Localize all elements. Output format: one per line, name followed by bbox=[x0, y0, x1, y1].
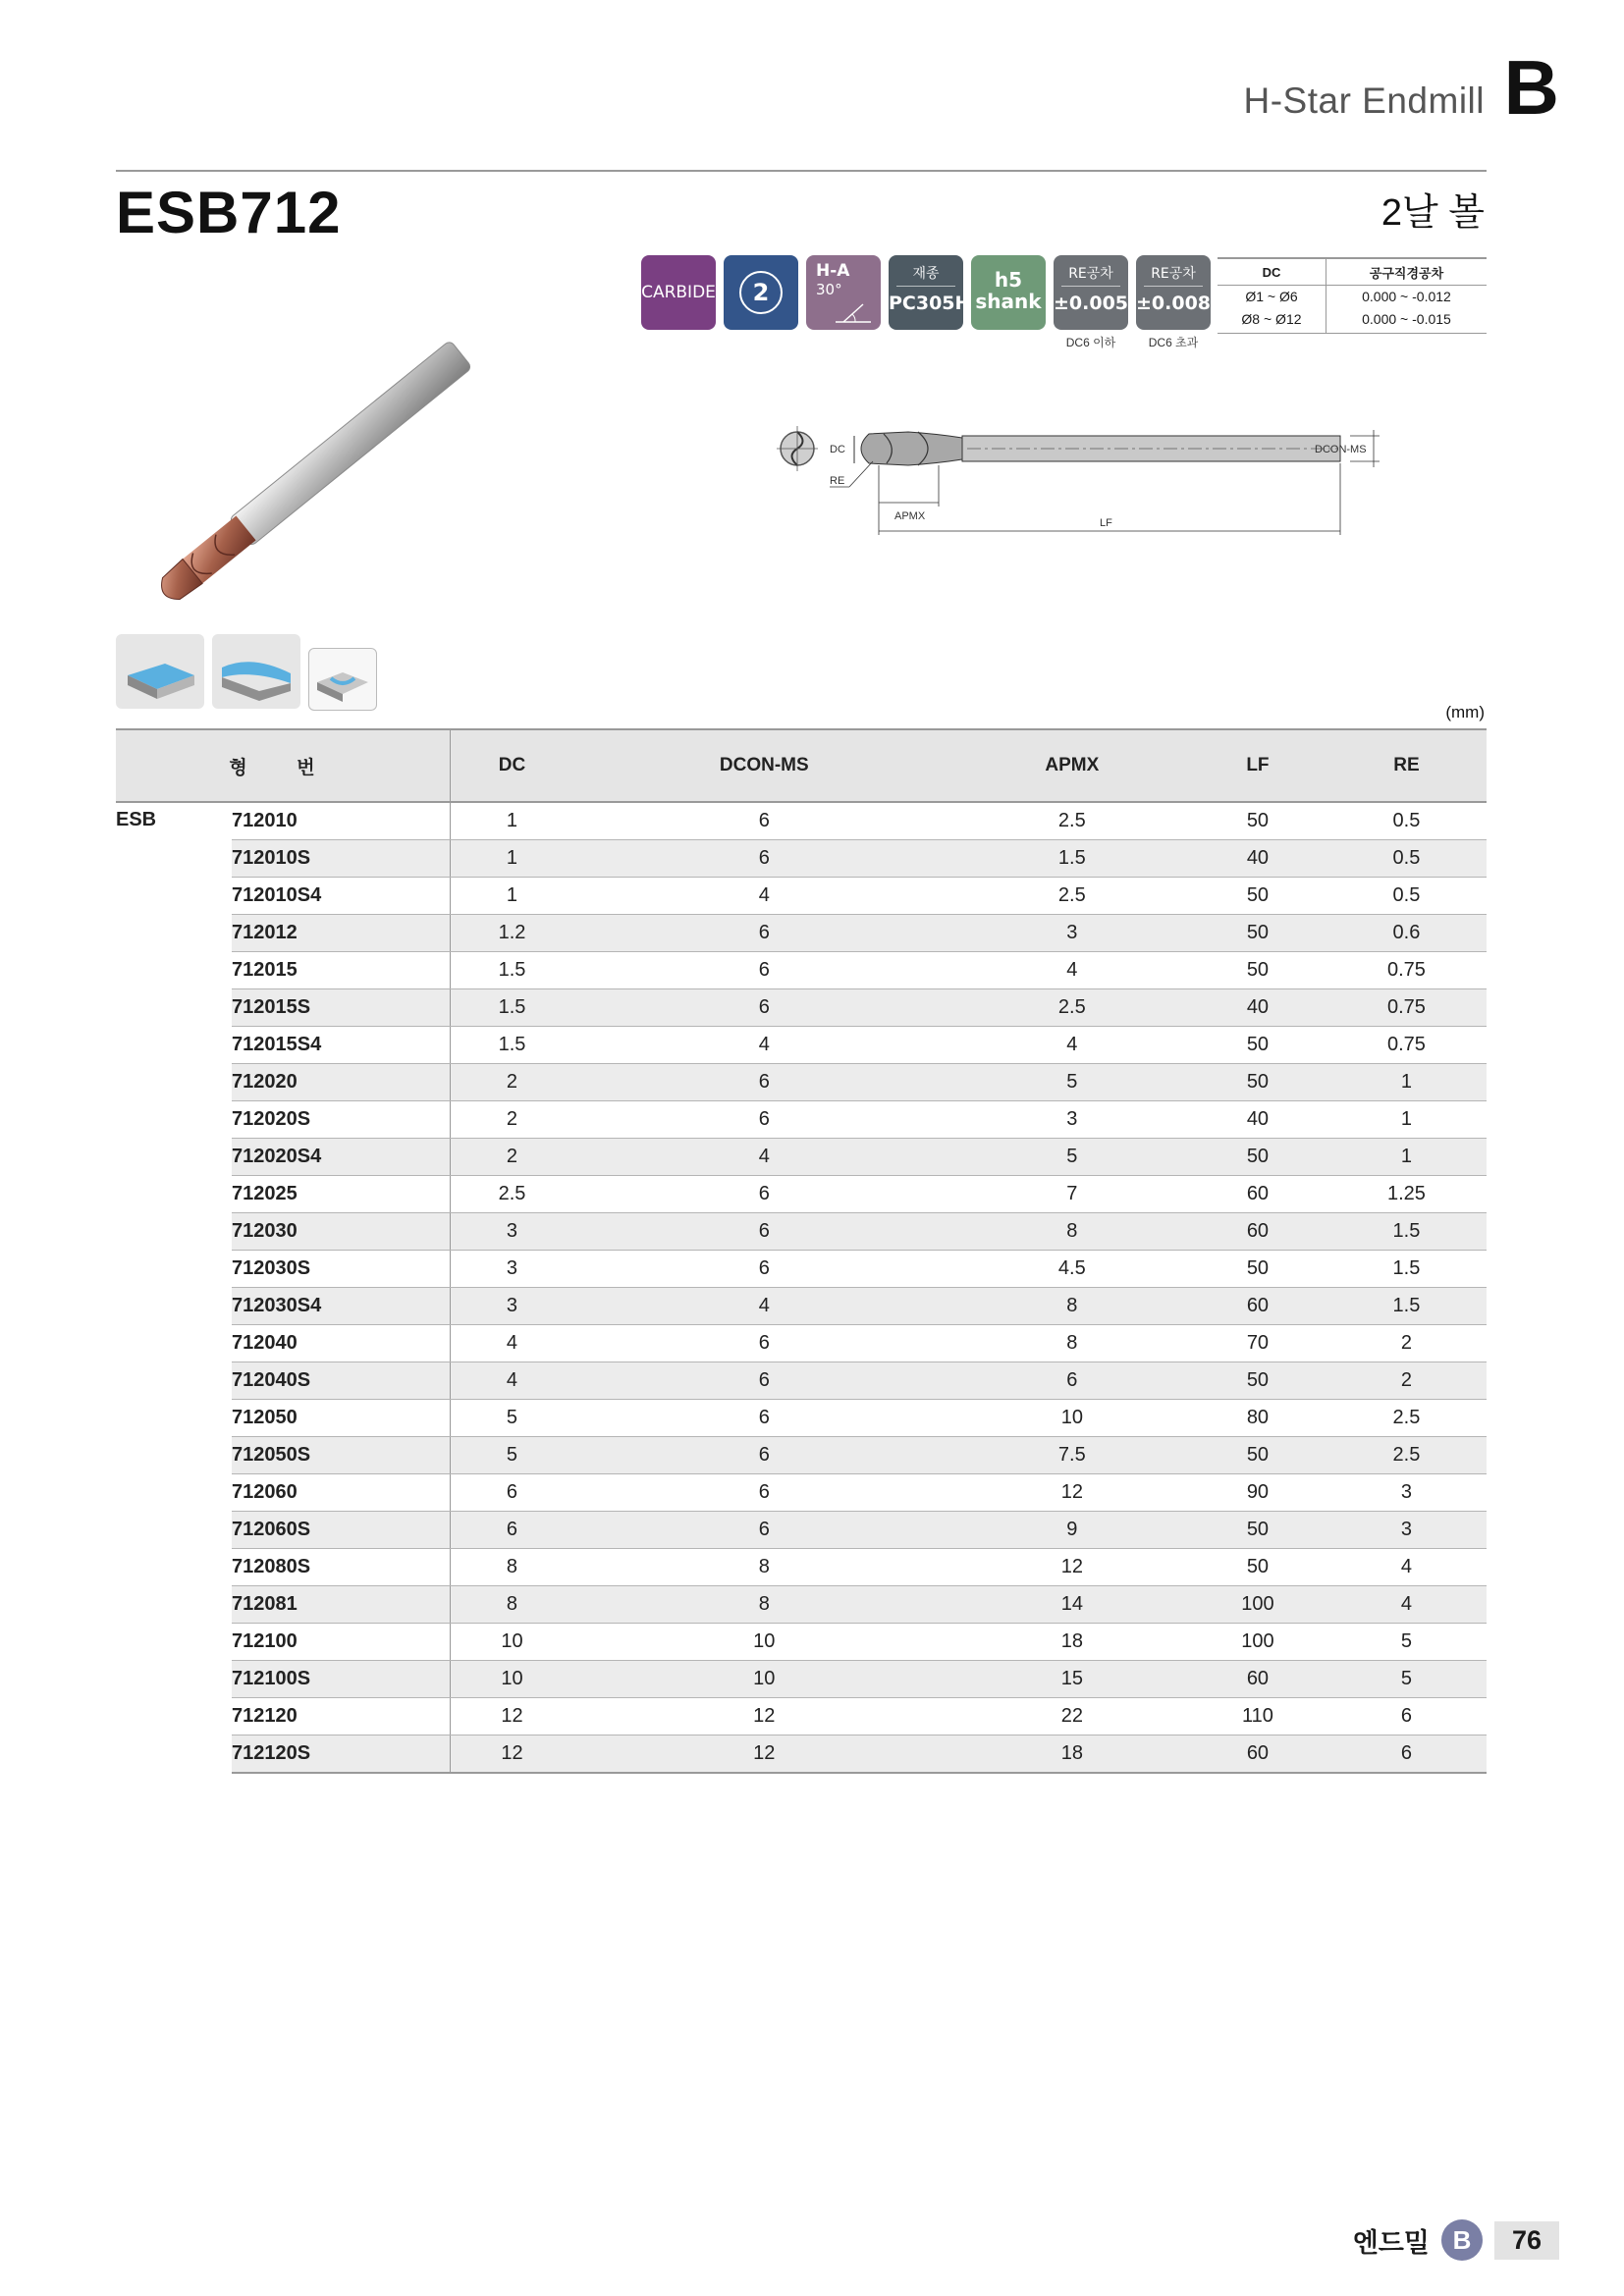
header-model: 형 번 bbox=[116, 729, 451, 802]
lf-value: 50 bbox=[1189, 878, 1326, 915]
re-value: 1 bbox=[1326, 1064, 1487, 1101]
re-tol-large-value: ±0.008 bbox=[1136, 293, 1212, 314]
apmx-value: 2.5 bbox=[955, 878, 1189, 915]
dim-label-dcon: DCON-MS bbox=[1315, 444, 1367, 455]
dcon-value: 12 bbox=[573, 1698, 955, 1735]
model-code: 712020S bbox=[232, 1101, 451, 1139]
table-row bbox=[116, 840, 1487, 878]
table-row bbox=[116, 1325, 1487, 1362]
dcon-value: 6 bbox=[573, 1512, 955, 1549]
series-title: H-Star Endmill bbox=[1243, 80, 1485, 121]
spec-table bbox=[116, 728, 1487, 1774]
helix-angle-icon bbox=[834, 300, 873, 324]
apmx-value: 2.5 bbox=[955, 989, 1189, 1027]
lf-value: 110 bbox=[1189, 1698, 1326, 1735]
re-tol-small-note: DC6 이하 bbox=[1065, 336, 1116, 349]
dcon-value: 4 bbox=[573, 1288, 955, 1325]
re-value: 0.5 bbox=[1326, 878, 1487, 915]
re-value: 4 bbox=[1326, 1549, 1487, 1586]
dcon-value: 10 bbox=[573, 1661, 955, 1698]
header-lf: LF bbox=[1189, 729, 1326, 802]
re-value: 1.25 bbox=[1326, 1176, 1487, 1213]
coating-label: 재종 bbox=[896, 263, 955, 287]
table-row bbox=[116, 1624, 1487, 1661]
table-row bbox=[116, 1251, 1487, 1288]
table-row bbox=[116, 1586, 1487, 1624]
dc-value: 3 bbox=[451, 1213, 573, 1251]
apmx-value: 8 bbox=[955, 1213, 1189, 1251]
apmx-value: 18 bbox=[955, 1624, 1189, 1661]
dcon-value: 6 bbox=[573, 840, 955, 878]
lf-value: 50 bbox=[1189, 1512, 1326, 1549]
apmx-value: 2.5 bbox=[955, 802, 1189, 840]
table-row bbox=[116, 1101, 1487, 1139]
tol-header-tolerance: 공구직경공차 bbox=[1326, 258, 1487, 286]
model-prefix: ESB bbox=[116, 802, 232, 1773]
re-value: 3 bbox=[1326, 1512, 1487, 1549]
model-code: 712040S bbox=[232, 1362, 451, 1400]
model-code: 712020S4 bbox=[232, 1139, 451, 1176]
model-code: 712060 bbox=[232, 1474, 451, 1512]
model-code: 712080S bbox=[232, 1549, 451, 1586]
application-contour-icon bbox=[212, 634, 300, 709]
dcon-value: 6 bbox=[573, 1064, 955, 1101]
table-row bbox=[116, 1064, 1487, 1101]
dc-value: 8 bbox=[451, 1549, 573, 1586]
dcon-value: 8 bbox=[573, 1549, 955, 1586]
dcon-value: 6 bbox=[573, 1325, 955, 1362]
tol-value: 0.000 ~ -0.012 bbox=[1362, 289, 1451, 304]
model-code: 712040 bbox=[232, 1325, 451, 1362]
tol-header-dc: DC bbox=[1218, 258, 1326, 286]
model-code: 712015S bbox=[232, 989, 451, 1027]
dcon-value: 6 bbox=[573, 1437, 955, 1474]
model-code: 712015 bbox=[232, 952, 451, 989]
lf-value: 40 bbox=[1189, 989, 1326, 1027]
model-code: 712030S bbox=[232, 1251, 451, 1288]
re-value: 1.5 bbox=[1326, 1288, 1487, 1325]
tol-range: Ø1 ~ Ø6 bbox=[1218, 286, 1326, 309]
re-value: 1 bbox=[1326, 1101, 1487, 1139]
lf-value: 50 bbox=[1189, 1139, 1326, 1176]
model-code: 712120S bbox=[232, 1735, 451, 1774]
re-tol-label: RE공차 bbox=[1061, 263, 1120, 287]
dc-value: 1 bbox=[451, 802, 573, 840]
re-value: 0.6 bbox=[1326, 915, 1487, 952]
apmx-value: 4 bbox=[955, 952, 1189, 989]
dim-label-lf: LF bbox=[1100, 517, 1112, 529]
dim-label-dc: DC bbox=[830, 444, 845, 455]
model-code: 712100 bbox=[232, 1624, 451, 1661]
tol-range: Ø8 ~ Ø12 bbox=[1218, 308, 1326, 334]
apmx-value: 15 bbox=[955, 1661, 1189, 1698]
dcon-value: 4 bbox=[573, 1027, 955, 1064]
apmx-value: 10 bbox=[955, 1400, 1189, 1437]
lf-value: 100 bbox=[1189, 1586, 1326, 1624]
apmx-value: 9 bbox=[955, 1512, 1189, 1549]
header-divider bbox=[116, 170, 1487, 172]
badge-material bbox=[641, 255, 716, 330]
re-value: 0.75 bbox=[1326, 952, 1487, 989]
lf-value: 60 bbox=[1189, 1176, 1326, 1213]
apmx-value: 8 bbox=[955, 1288, 1189, 1325]
dcon-value: 6 bbox=[573, 1101, 955, 1139]
re-value: 2.5 bbox=[1326, 1400, 1487, 1437]
dc-value: 1.5 bbox=[451, 952, 573, 989]
apmx-value: 4.5 bbox=[955, 1251, 1189, 1288]
endmill-product-image bbox=[110, 314, 522, 628]
dc-value: 8 bbox=[451, 1586, 573, 1624]
dcon-value: 6 bbox=[573, 1400, 955, 1437]
dc-value: 3 bbox=[451, 1288, 573, 1325]
table-row bbox=[116, 1735, 1487, 1774]
apmx-value: 7 bbox=[955, 1176, 1189, 1213]
apmx-value: 22 bbox=[955, 1698, 1189, 1735]
dc-value: 1 bbox=[451, 878, 573, 915]
re-value: 1 bbox=[1326, 1139, 1487, 1176]
table-row bbox=[116, 952, 1487, 989]
re-value: 4 bbox=[1326, 1586, 1487, 1624]
table-row bbox=[116, 878, 1487, 915]
section-letter: B bbox=[1503, 44, 1559, 131]
apmx-value: 3 bbox=[955, 1101, 1189, 1139]
table-row bbox=[116, 1288, 1487, 1325]
dcon-value: 10 bbox=[573, 1624, 955, 1661]
re-value: 5 bbox=[1326, 1624, 1487, 1661]
model-code: 712030S4 bbox=[232, 1288, 451, 1325]
lf-value: 100 bbox=[1189, 1624, 1326, 1661]
re-value: 3 bbox=[1326, 1474, 1487, 1512]
re-value: 0.75 bbox=[1326, 989, 1487, 1027]
dcon-value: 6 bbox=[573, 1213, 955, 1251]
model-code: 712015S4 bbox=[232, 1027, 451, 1064]
re-value: 0.5 bbox=[1326, 802, 1487, 840]
re-tol-small-value: ±0.005 bbox=[1054, 293, 1129, 314]
product-model: ESB712 bbox=[116, 180, 342, 245]
dcon-value: 8 bbox=[573, 1586, 955, 1624]
apmx-value: 6 bbox=[955, 1362, 1189, 1400]
application-slot-icon bbox=[116, 634, 204, 709]
lf-value: 50 bbox=[1189, 1362, 1326, 1400]
re-value: 0.75 bbox=[1326, 1027, 1487, 1064]
apmx-value: 5 bbox=[955, 1064, 1189, 1101]
badge-helix bbox=[806, 255, 881, 330]
dc-value: 6 bbox=[451, 1474, 573, 1512]
re-tol-label: RE공차 bbox=[1144, 263, 1203, 287]
shank-tolerance: h5 bbox=[994, 268, 1023, 292]
model-code: 712030 bbox=[232, 1213, 451, 1251]
dcon-value: 4 bbox=[573, 1139, 955, 1176]
dcon-value: 6 bbox=[573, 915, 955, 952]
re-value: 5 bbox=[1326, 1661, 1487, 1698]
header-apmx: APMX bbox=[955, 729, 1189, 802]
dc-value: 2 bbox=[451, 1101, 573, 1139]
dcon-value: 6 bbox=[573, 1251, 955, 1288]
badge-coating bbox=[889, 255, 971, 330]
footer-section-badge: B bbox=[1441, 2219, 1483, 2261]
badge-re-tolerance-large bbox=[1136, 255, 1211, 330]
dc-value: 2 bbox=[451, 1139, 573, 1176]
dim-label-re: RE bbox=[830, 475, 845, 487]
lf-value: 40 bbox=[1189, 840, 1326, 878]
lf-value: 90 bbox=[1189, 1474, 1326, 1512]
lf-value: 60 bbox=[1189, 1288, 1326, 1325]
model-code: 712050 bbox=[232, 1400, 451, 1437]
lf-value: 60 bbox=[1189, 1213, 1326, 1251]
dc-value: 1.5 bbox=[451, 1027, 573, 1064]
badge-re-tolerance-small bbox=[1054, 255, 1128, 330]
lf-value: 80 bbox=[1189, 1400, 1326, 1437]
dc-value: 1.2 bbox=[451, 915, 573, 952]
dc-value: 1 bbox=[451, 840, 573, 878]
shank-label: shank bbox=[975, 290, 1042, 313]
flute-count: 2 bbox=[739, 271, 783, 314]
table-row bbox=[116, 1362, 1487, 1400]
dim-label-apmx: APMX bbox=[894, 510, 926, 522]
apmx-value: 12 bbox=[955, 1549, 1189, 1586]
dcon-value: 6 bbox=[573, 1176, 955, 1213]
helix-label: H-A bbox=[816, 261, 850, 281]
dc-value: 5 bbox=[451, 1400, 573, 1437]
re-value: 6 bbox=[1326, 1735, 1487, 1774]
table-row bbox=[116, 1139, 1487, 1176]
model-code: 712120 bbox=[232, 1698, 451, 1735]
application-groove-icon bbox=[308, 648, 377, 711]
dc-value: 12 bbox=[451, 1698, 573, 1735]
dc-value: 1.5 bbox=[451, 989, 573, 1027]
apmx-value: 1.5 bbox=[955, 840, 1189, 878]
model-code: 712020 bbox=[232, 1064, 451, 1101]
table-row bbox=[116, 1512, 1487, 1549]
header-re: RE bbox=[1326, 729, 1487, 802]
dcon-value: 6 bbox=[573, 1362, 955, 1400]
model-code: 712100S bbox=[232, 1661, 451, 1698]
diameter-tolerance-table bbox=[1218, 257, 1487, 334]
table-row bbox=[116, 915, 1487, 952]
table-row bbox=[116, 1549, 1487, 1586]
badge-shank bbox=[971, 255, 1046, 330]
model-code: 712010 bbox=[232, 802, 451, 840]
table-row bbox=[116, 1027, 1487, 1064]
badge-material-label: CARBIDE bbox=[641, 283, 716, 302]
dc-value: 10 bbox=[451, 1661, 573, 1698]
apmx-value: 12 bbox=[955, 1474, 1189, 1512]
page-footer bbox=[1353, 2220, 1559, 2260]
dcon-value: 6 bbox=[573, 989, 955, 1027]
lf-value: 50 bbox=[1189, 952, 1326, 989]
apmx-value: 14 bbox=[955, 1586, 1189, 1624]
dc-value: 3 bbox=[451, 1251, 573, 1288]
table-row bbox=[116, 1400, 1487, 1437]
table-row bbox=[116, 1176, 1487, 1213]
page-number: 76 bbox=[1494, 2221, 1559, 2260]
footer-category: 엔드밀 bbox=[1352, 2227, 1430, 2259]
table-row bbox=[116, 989, 1487, 1027]
header-dcon: DCON-MS bbox=[573, 729, 955, 802]
dcon-value: 6 bbox=[573, 802, 955, 840]
dcon-value: 12 bbox=[573, 1735, 955, 1774]
header-dc: DC bbox=[451, 729, 573, 802]
model-code: 712010S4 bbox=[232, 878, 451, 915]
dc-value: 5 bbox=[451, 1437, 573, 1474]
model-code: 712025 bbox=[232, 1176, 451, 1213]
model-code: 712012 bbox=[232, 915, 451, 952]
product-subtitle: 2날 볼 bbox=[1380, 192, 1485, 234]
tol-value: 0.000 ~ -0.015 bbox=[1326, 308, 1487, 334]
lf-value: 50 bbox=[1189, 1251, 1326, 1288]
spec-table-body bbox=[116, 802, 1487, 1773]
re-value: 2 bbox=[1326, 1325, 1487, 1362]
lf-value: 70 bbox=[1189, 1325, 1326, 1362]
model-code: 712010S bbox=[232, 840, 451, 878]
apmx-value: 5 bbox=[955, 1139, 1189, 1176]
apmx-value: 4 bbox=[955, 1027, 1189, 1064]
lf-value: 40 bbox=[1189, 1101, 1326, 1139]
table-row bbox=[116, 1213, 1487, 1251]
dc-value: 4 bbox=[451, 1325, 573, 1362]
dc-value: 2 bbox=[451, 1064, 573, 1101]
table-row bbox=[116, 1661, 1487, 1698]
table-row bbox=[116, 1437, 1487, 1474]
apmx-value: 3 bbox=[955, 915, 1189, 952]
dc-value: 6 bbox=[451, 1512, 573, 1549]
lf-value: 60 bbox=[1189, 1661, 1326, 1698]
lf-value: 50 bbox=[1189, 915, 1326, 952]
lf-value: 50 bbox=[1189, 802, 1326, 840]
re-value: 1.5 bbox=[1326, 1251, 1487, 1288]
apmx-value: 18 bbox=[955, 1735, 1189, 1774]
dc-value: 12 bbox=[451, 1735, 573, 1774]
re-value: 6 bbox=[1326, 1698, 1487, 1735]
model-code: 712081 bbox=[232, 1586, 451, 1624]
re-tol-large-note: DC6 초과 bbox=[1148, 336, 1199, 349]
model-code: 712060S bbox=[232, 1512, 451, 1549]
model-code: 712050S bbox=[232, 1437, 451, 1474]
re-value: 2 bbox=[1326, 1362, 1487, 1400]
dcon-value: 4 bbox=[573, 878, 955, 915]
dc-value: 10 bbox=[451, 1624, 573, 1661]
re-value: 0.5 bbox=[1326, 840, 1487, 878]
lf-value: 50 bbox=[1189, 1064, 1326, 1101]
dc-value: 4 bbox=[451, 1362, 573, 1400]
table-row bbox=[116, 802, 1487, 840]
table-row bbox=[116, 1698, 1487, 1735]
dc-value: 2.5 bbox=[451, 1176, 573, 1213]
dcon-value: 6 bbox=[573, 952, 955, 989]
apmx-value: 8 bbox=[955, 1325, 1189, 1362]
dcon-value: 6 bbox=[573, 1474, 955, 1512]
helix-value: 30° bbox=[816, 281, 842, 298]
lf-value: 60 bbox=[1189, 1735, 1326, 1774]
table-row bbox=[116, 1474, 1487, 1512]
badge-flutes bbox=[724, 255, 798, 330]
apmx-value: 7.5 bbox=[955, 1437, 1189, 1474]
lf-value: 50 bbox=[1189, 1437, 1326, 1474]
lf-value: 50 bbox=[1189, 1027, 1326, 1064]
dimension-diagram bbox=[771, 412, 1399, 560]
re-value: 1.5 bbox=[1326, 1213, 1487, 1251]
re-value: 2.5 bbox=[1326, 1437, 1487, 1474]
coating-value: PC305H bbox=[889, 293, 971, 314]
lf-value: 50 bbox=[1189, 1549, 1326, 1586]
unit-label: (mm) bbox=[1445, 703, 1485, 721]
